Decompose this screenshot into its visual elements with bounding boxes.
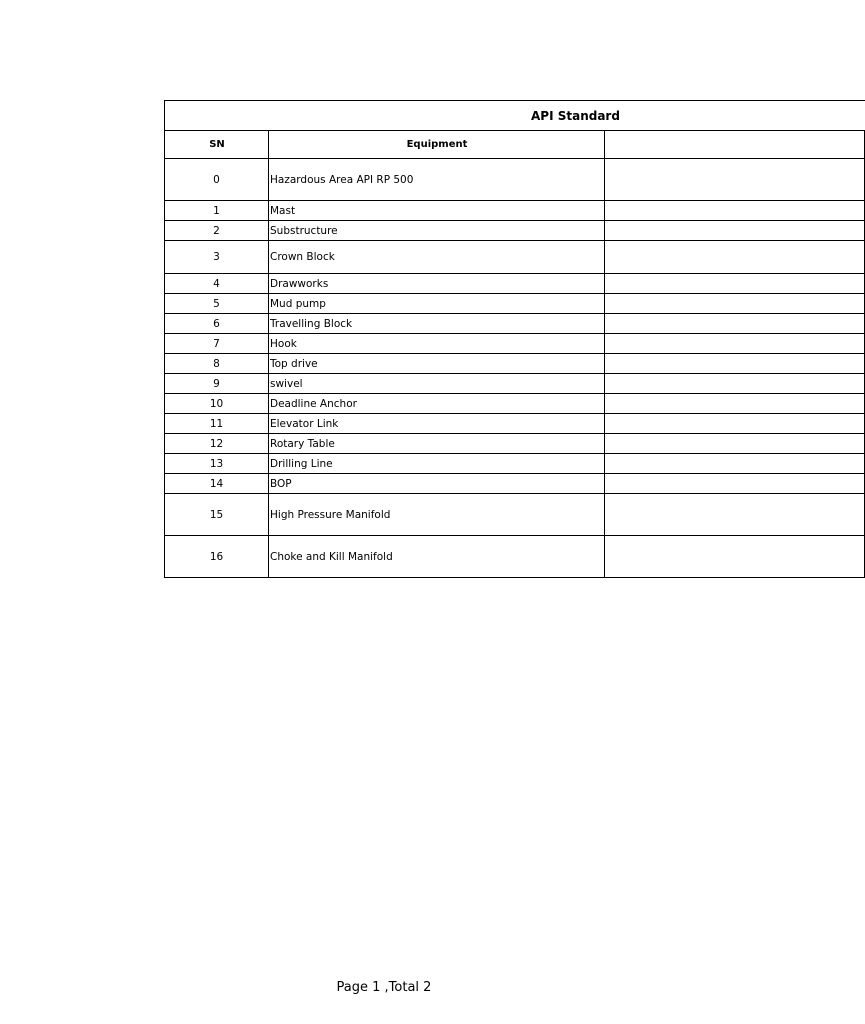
table-row [165, 241, 865, 274]
extra-cell [605, 536, 865, 578]
equipment-cell: Hazardous Area API RP 500 [269, 159, 605, 201]
equipment-cell: Substructure [269, 221, 605, 241]
equipment-cell: BOP [269, 474, 605, 494]
table-title: API Standard [165, 101, 865, 131]
equipment-cell: Hook [269, 334, 605, 354]
table-row [165, 374, 865, 394]
sn-cell: 1 [165, 201, 269, 221]
extra-cell [605, 434, 865, 454]
extra-cell [605, 201, 865, 221]
sn-cell: 15 [165, 494, 269, 536]
sn-cell: 13 [165, 454, 269, 474]
sn-cell: 8 [165, 354, 269, 374]
equipment-cell: Drawworks [269, 274, 605, 294]
sn-cell: 0 [165, 159, 269, 201]
sn-cell: 16 [165, 536, 269, 578]
equipment-cell: Crown Block [269, 241, 605, 274]
table-row [165, 221, 865, 241]
sn-cell: 3 [165, 241, 269, 274]
extra-cell [605, 334, 865, 354]
column-header-sn: SN [165, 131, 269, 159]
extra-cell [605, 354, 865, 374]
equipment-cell: Mast [269, 201, 605, 221]
table-row [165, 394, 865, 414]
table-row [165, 201, 865, 221]
page-footer: Page 1 ,Total 2 [336, 980, 432, 995]
table-row [165, 474, 865, 494]
sn-cell: 11 [165, 414, 269, 434]
sn-cell: 14 [165, 474, 269, 494]
extra-cell [605, 314, 865, 334]
extra-cell [605, 394, 865, 414]
extra-cell [605, 159, 865, 201]
equipment-cell: Elevator Link [269, 414, 605, 434]
table-row [165, 536, 865, 578]
equipment-cell: Rotary Table [269, 434, 605, 454]
equipment-cell: Deadline Anchor [269, 394, 605, 414]
extra-cell [605, 494, 865, 536]
extra-cell [605, 474, 865, 494]
sn-cell: 7 [165, 334, 269, 354]
equipment-cell: swivel [269, 374, 605, 394]
extra-cell [605, 274, 865, 294]
equipment-cell: Choke and Kill Manifold [269, 536, 605, 578]
equipment-cell: Mud pump [269, 294, 605, 314]
extra-cell [605, 454, 865, 474]
table-row [165, 354, 865, 374]
extra-cell [605, 294, 865, 314]
equipment-cell: High Pressure Manifold [269, 494, 605, 536]
table-row [165, 334, 865, 354]
spreadsheet-page [164, 100, 620, 578]
table-row [165, 294, 865, 314]
extra-cell [605, 414, 865, 434]
sn-cell: 2 [165, 221, 269, 241]
table-row [165, 159, 865, 201]
sn-cell: 9 [165, 374, 269, 394]
sn-cell: 10 [165, 394, 269, 414]
sn-cell: 12 [165, 434, 269, 454]
table-row [165, 414, 865, 434]
equipment-cell: Drilling Line [269, 454, 605, 474]
sn-cell: 6 [165, 314, 269, 334]
equipment-cell: Travelling Block [269, 314, 605, 334]
extra-cell [605, 221, 865, 241]
table-row [165, 434, 865, 454]
table-title-row [165, 101, 865, 131]
table-row [165, 454, 865, 474]
sn-cell: 4 [165, 274, 269, 294]
sn-cell: 5 [165, 294, 269, 314]
table-row [165, 314, 865, 334]
column-header-equipment: Equipment [269, 131, 605, 159]
extra-cell [605, 241, 865, 274]
table-row [165, 494, 865, 536]
equipment-cell: Top drive [269, 354, 605, 374]
api-standard-table [164, 100, 865, 578]
extra-cell [605, 374, 865, 394]
column-header-extra [605, 131, 865, 159]
table-header-row [165, 131, 865, 159]
table-row [165, 274, 865, 294]
